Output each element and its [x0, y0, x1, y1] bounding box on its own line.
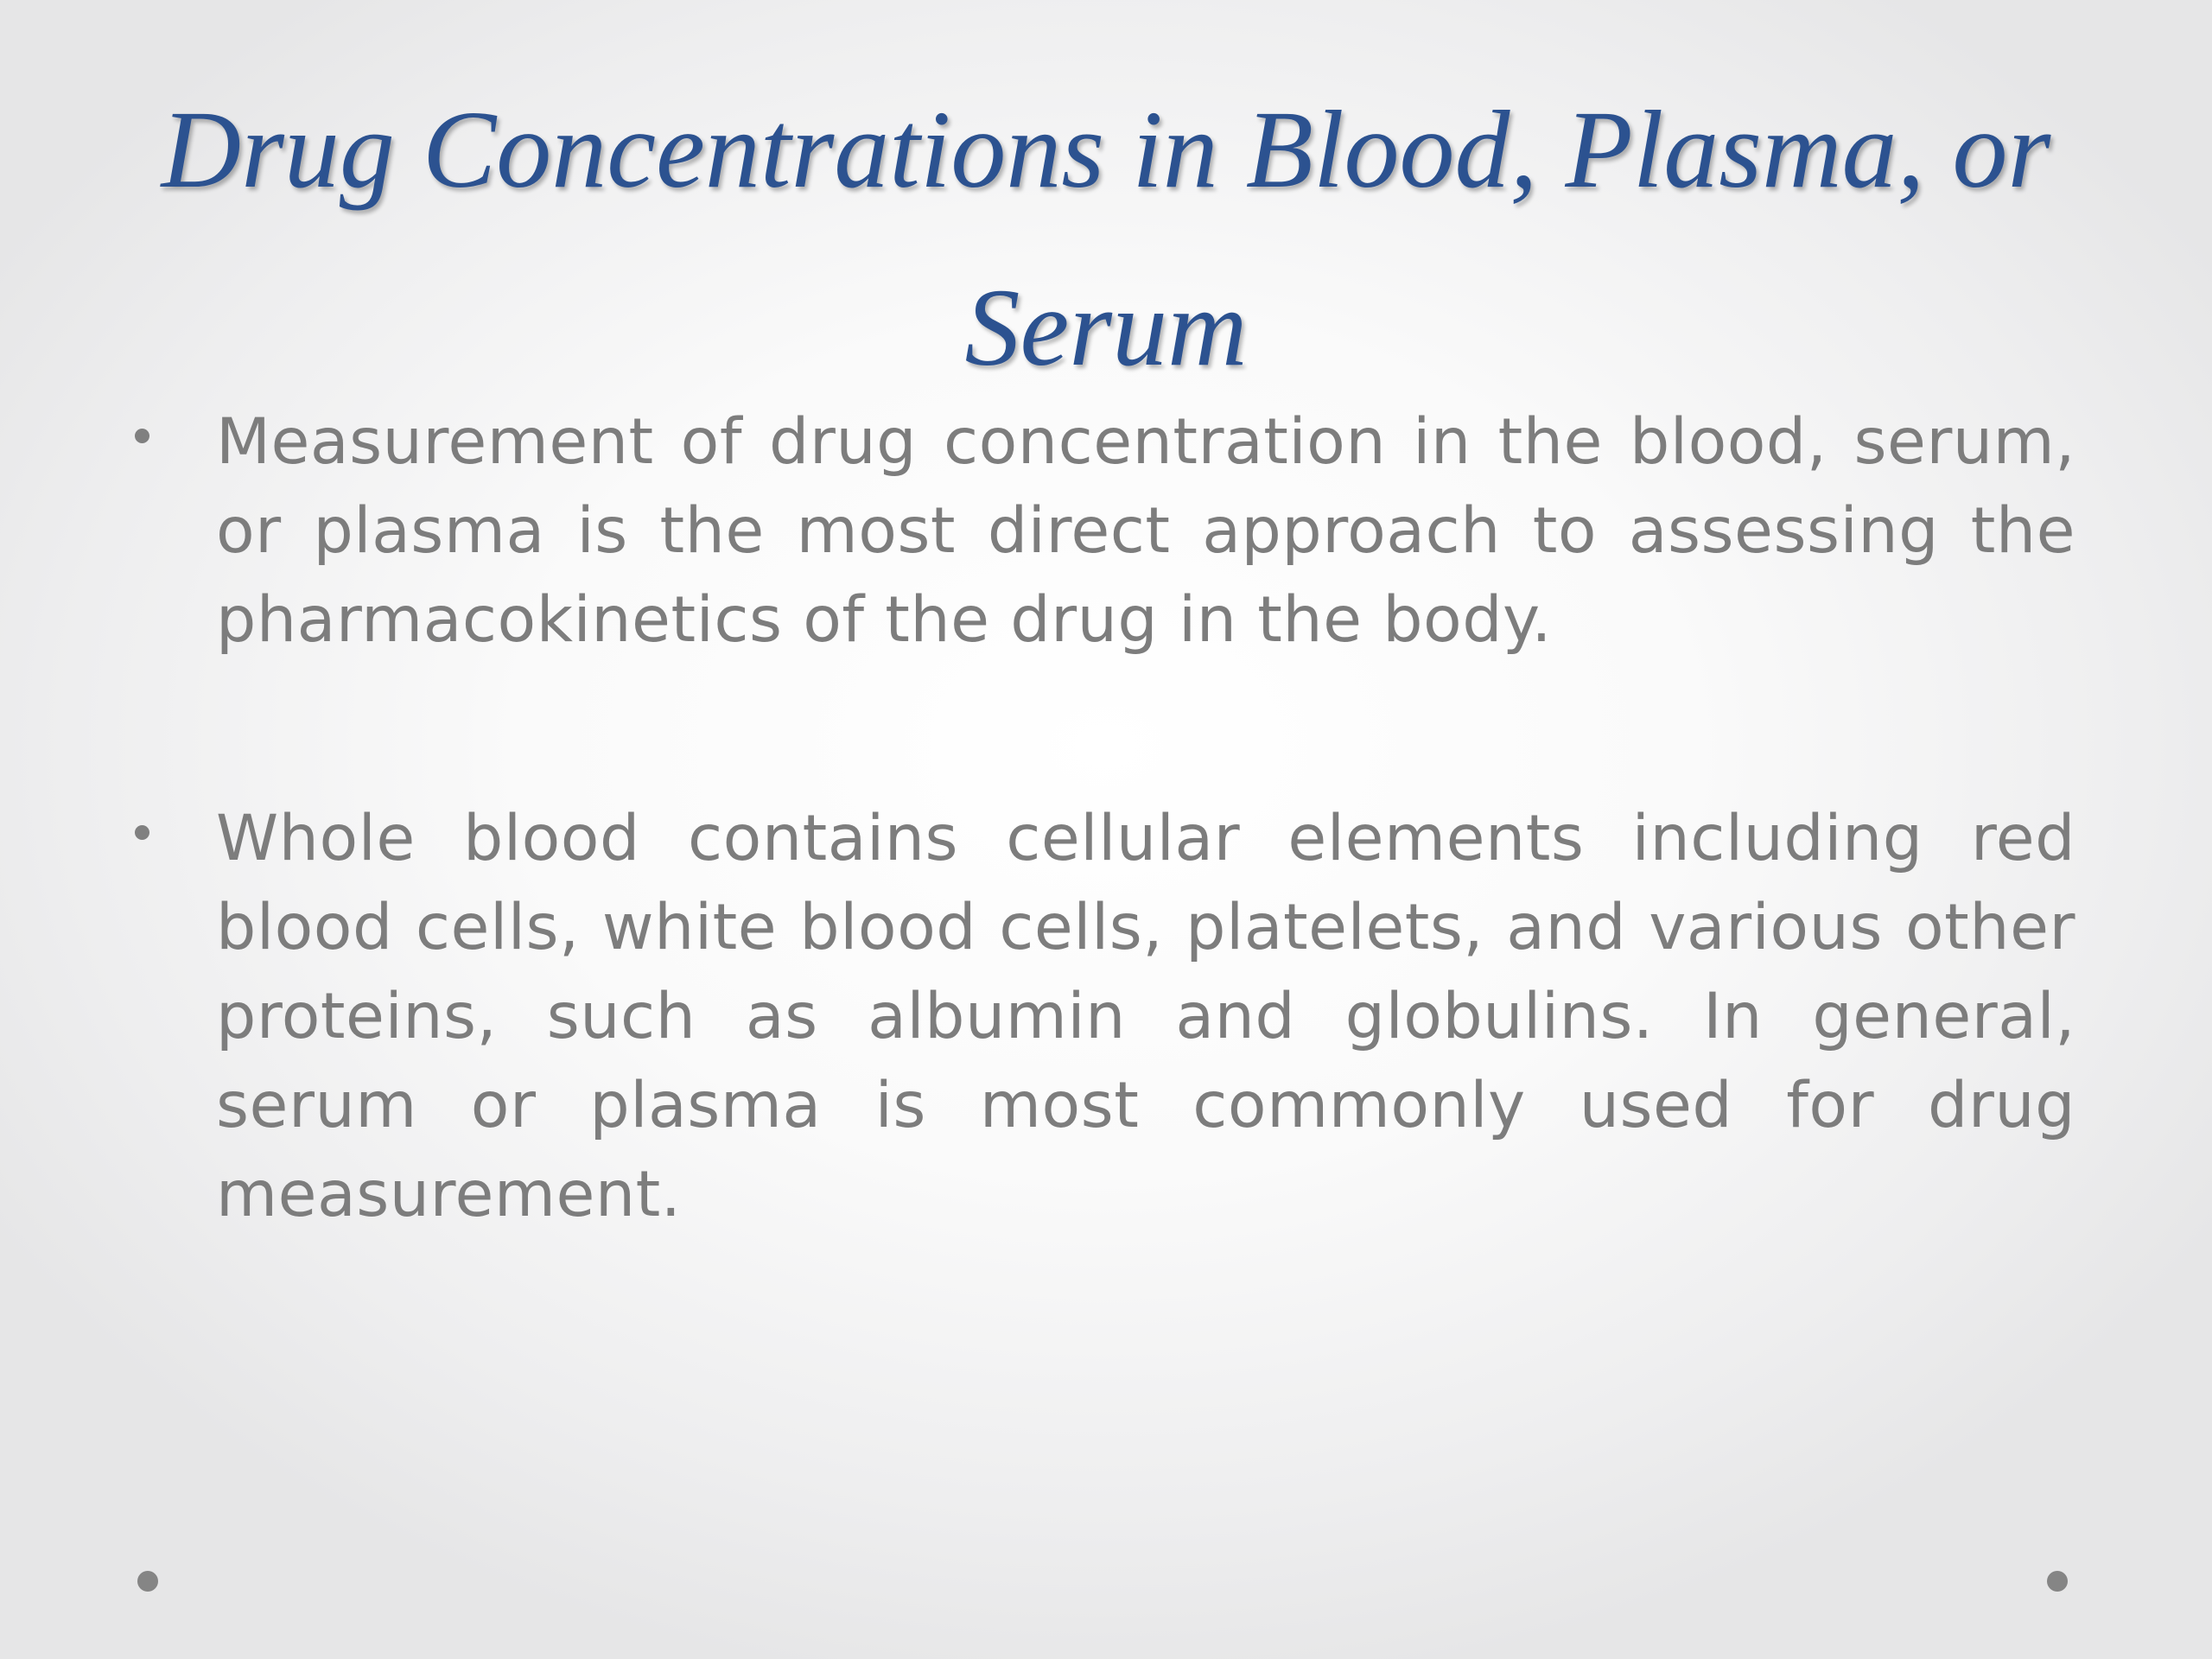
bullet-item — [130, 397, 2075, 664]
decorative-dot-icon — [2047, 1571, 2068, 1592]
bullet-item — [130, 794, 2075, 1239]
bullet-dot-icon — [135, 825, 149, 840]
decorative-dot-icon — [137, 1571, 158, 1592]
slide-title: Drug Concentrations in Blood, Plasma, or Serum — [161, 88, 2051, 389]
bullet-dot-icon — [135, 429, 149, 443]
bullet-list — [130, 397, 2075, 1369]
bullet-text: Whole blood contains cellular elements including red blood cells, white blood cells, platelets, and various other proteins, such as albumin and globulins. In general, serum or plasma is most commonly used for drug measurement. — [216, 802, 2075, 1231]
bullet-text: Measurement of drug concentration in the blood, serum, or plasma is the most direct approach to assessing the pharmacokinetics of the drug in the body. — [216, 405, 2075, 657]
